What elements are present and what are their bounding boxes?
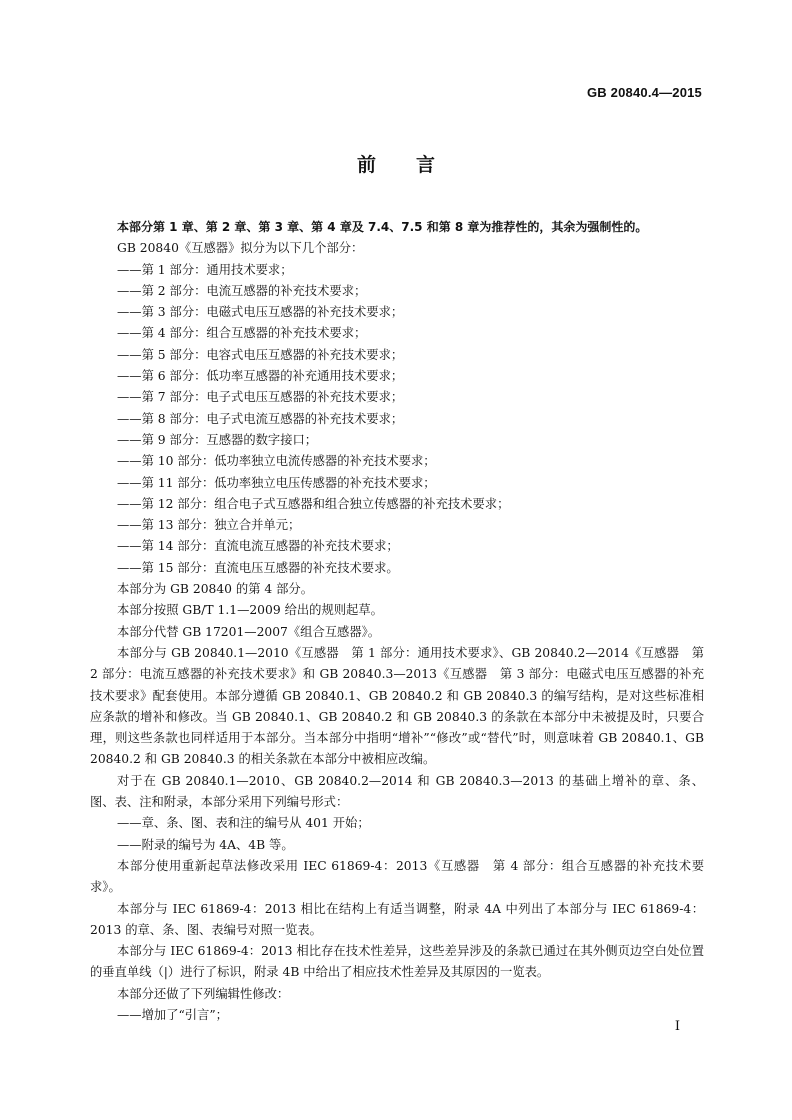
list-item: ——第 14 部分：直流电流互感器的补充技术要求； bbox=[117, 539, 399, 554]
list-item: ——第 12 部分：组合电子式互感器和组合独立传感器的补充技术要求； bbox=[117, 496, 510, 511]
list-item: ——第 7 部分：电子式电压互感器的补充技术要求； bbox=[117, 390, 404, 405]
paragraph: 本部分按照 GB/T 1.1—2009 给出的规则起草。 bbox=[117, 603, 383, 618]
list-item: ——章、条、图、表和注的编号从 401 开始； bbox=[117, 816, 370, 831]
doc-code: GB 20840.4—2015 bbox=[586, 85, 702, 100]
paragraph: 本部分使用重新起草法修改采用 IEC 61869-4：2013《互感器 第 4 部分：组合互感器的补充技术要求》。 bbox=[90, 858, 704, 895]
list-item: ——第 4 部分：组合互感器的补充技术要求； bbox=[117, 326, 367, 341]
paragraph: 本部分与 IEC 61869-4：2013 相比存在技术性差异，这些差异涉及的条款已通过在其外侧页边空白处位置的垂直单线（|）进行了标识，附录 4B 中给出了相应技术性差异及其原因的一览表。 bbox=[90, 944, 704, 980]
page-title: 前言 bbox=[356, 154, 475, 176]
page-number: I bbox=[674, 1019, 680, 1034]
list-item: ——第 6 部分：低功率互感器的补充通用技术要求； bbox=[117, 369, 404, 384]
paragraph: 本部分与 IEC 61869-4：2013 相比在结构上有适当调整，附录 4A 中列出了本部分与 IEC 61869-4：2013 的章、条、图、表编号对照一览表。 bbox=[90, 901, 704, 937]
list-item: ——第 3 部分：电磁式电压互感器的补充技术要求； bbox=[117, 305, 404, 320]
paragraph: GB 20840《互感器》拟分为以下几个部分： bbox=[117, 241, 364, 256]
list-item: ——第 11 部分：低功率独立电压传感器的补充技术要求； bbox=[117, 475, 436, 490]
list-item: ——第 13 部分：独立合并单元； bbox=[117, 518, 301, 533]
list-item: ——第 15 部分：直流电压互感器的补充技术要求。 bbox=[117, 560, 399, 575]
list-item: ——附录的编号为 4A、4B 等。 bbox=[117, 837, 294, 852]
list-item: ——增加了“引言”； bbox=[117, 1007, 228, 1022]
list-item: ——第 5 部分：电容式电压互感器的补充技术要求； bbox=[117, 347, 404, 362]
list-item: ——第 9 部分：互感器的数字接口； bbox=[117, 432, 318, 447]
list-item: ——第 8 部分：电子式电流互感器的补充技术要求； bbox=[117, 411, 404, 426]
paragraph: 本部分第 1 章、第 2 章、第 3 章、第 4 章及 7.4、7.5 和第 8 章为推荐性的，其余为强制性的。 bbox=[117, 220, 648, 234]
paragraph: 本部分与 GB 20840.1—2010《互感器 第 1 部分：通用技术要求》、GB 20840.2—2014《互感器 第 2 部分：电流互感器的补充技术要求》和 GB 20840.3—2013《互感器 第 3 部分：电磁式电压互感器的补充技术要求》配套使用。本部分遵循 GB 20840.1、GB 20840.2 和 GB 20840.3 的编写结构，是对这些标准相应条款的增补和修改。当 GB 20840.1、GB 20840.2 和 GB 20840.3 的条款在本部分中未被提及时，只要合理，则这些条款也同样适用于本部分。当本部分中指明“增补”“修改”或“替代”时，则意味着 GB 20840.1、GB 20840.2 和 GB 20840.3 的相关条款在本部分中被相应改编。 bbox=[90, 645, 704, 767]
paragraph: 本部分代替 GB 17201—2007《组合互感器》。 bbox=[117, 624, 381, 639]
paragraph: 对于在 GB 20840.1—2010、GB 20840.2—2014 和 GB 20840.3—2013 的基础上增补的章、条、图、表、注和附录，本部分采用下列编号形式： bbox=[90, 773, 704, 810]
list-item: ——第 1 部分：通用技术要求； bbox=[117, 262, 293, 277]
list-item: ——第 2 部分：电流互感器的补充技术要求； bbox=[117, 283, 367, 298]
list-item: ——第 10 部分：低功率独立电流传感器的补充技术要求； bbox=[117, 454, 436, 469]
paragraph: 本部分为 GB 20840 的第 4 部分。 bbox=[117, 582, 314, 597]
paragraph: 本部分还做了下列编辑性修改： bbox=[117, 986, 290, 1001]
document-body bbox=[90, 217, 704, 1026]
